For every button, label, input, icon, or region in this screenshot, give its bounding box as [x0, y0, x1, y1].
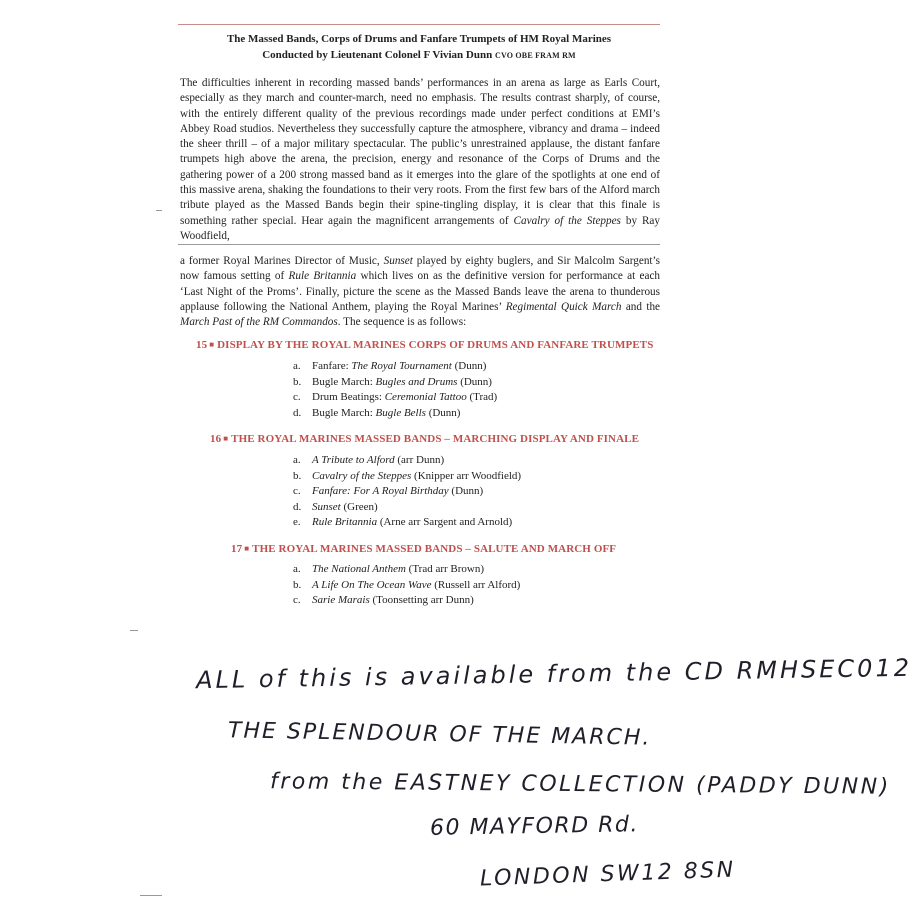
section-15-list — [293, 359, 497, 421]
item-letter: a. — [293, 360, 301, 372]
intro-text: which lives on as the definitive version for performance at each ‘Last Night of the Proms’. Finally, picture the scene as the Massed Bands leave the arena to thunderous applause following the National Anthem, playing the Royal Marines’ — [180, 270, 661, 313]
intro-text: a former Royal Marines Director of Music, — [180, 255, 384, 267]
section-title: THE ROYAL MARINES MASSED BANDS – MARCHING DISPLAY AND FINALE — [231, 433, 640, 445]
intro-text: The difficulties inherent in recording massed bands’ performances in an arena as large as Earls Court, especially as they march and counter-march, need no emphasis. The results contrast sharply, of course, with the entirely different quality of the previous recordings made under perfect conditions at EMI’s Abbey Road studios. Nevertheless they successfully capture the atmosphere, vibrancy and drama – indeed the sheer thrill – of a major military spectacular. The public’s unrestrained applause, the distant fanfare trumpets high above the arena, the precision, energy and resonance of the Corps of Drums and the gathering power of a 200 strong massed band as it emerges into the glare of the spotlights at one end of this massive arena, shaking the foundations to their very roots. From the first few bars of the Alford march tribute played as the Massed Bands begin their spine-tingling display, it is clear that this finale is something rather special. Hear again the magnificent arrangements of — [180, 77, 660, 227]
list-item — [293, 484, 521, 500]
scan-artifact — [130, 630, 138, 631]
item-prefix: Bugle March: — [312, 375, 376, 388]
list-item — [293, 562, 520, 578]
item-letter: d. — [293, 500, 302, 513]
intro-text: and the — [621, 300, 661, 313]
item-composer: (Russell arr Alford) — [431, 578, 521, 591]
item-prefix: Bugle March: — [312, 406, 376, 419]
intro-text: . The sequence is as follows: — [337, 316, 467, 329]
item-title: The Royal Tournament — [351, 360, 452, 372]
item-composer: (Green) — [340, 500, 378, 513]
square-bullet-icon: ■ — [209, 340, 215, 349]
item-title: Sarie Marais — [312, 594, 370, 606]
item-letter: d. — [293, 406, 302, 419]
handwritten-line-1: ALL of this is available from the CD RMHSEC012 — [195, 653, 912, 695]
item-composer: (Trad arr Brown) — [405, 563, 485, 575]
intro-text-end: by Ray Woodfield, — [180, 214, 660, 242]
section-16-list — [293, 453, 521, 531]
item-letter: a. — [293, 563, 301, 575]
section-number: 15 — [196, 339, 208, 351]
intro-title-rule-britannia: Rule Britannia — [288, 270, 357, 283]
list-item — [293, 390, 497, 406]
list-item — [293, 500, 521, 516]
item-title: Rule Britannia — [312, 516, 378, 528]
intro-title-sunset: Sunset — [383, 255, 413, 267]
list-item — [293, 515, 521, 531]
item-letter: a. — [293, 454, 301, 466]
list-item — [293, 453, 521, 469]
handwritten-line-3: from the EASTNEY COLLECTION (PADDY DUNN) — [269, 769, 891, 800]
conductor-postnominals: CVO OBE FRAM RM — [494, 51, 576, 60]
item-composer: (Toonsetting arr Dunn) — [369, 594, 474, 606]
item-letter: c. — [293, 485, 301, 497]
item-composer: (Dunn) — [457, 375, 492, 388]
middle-divider — [178, 244, 660, 245]
list-item — [293, 359, 497, 375]
section-title: DISPLAY BY THE ROYAL MARINES CORPS OF DRUMS AND FANFARE TRUMPETS — [217, 339, 654, 351]
item-title: Bugle Bells — [375, 406, 426, 419]
intro-paragraph-2 — [180, 254, 660, 330]
list-item — [293, 593, 520, 609]
intro-title-quick-march: Regimental Quick March — [505, 300, 622, 313]
item-composer: (arr Dunn) — [394, 454, 445, 466]
document-title: The Massed Bands, Corps of Drums and Fanfare Trumpets of HM Royal Marines — [226, 33, 612, 45]
top-divider — [178, 24, 660, 25]
item-letter: e. — [293, 516, 301, 528]
item-title: A Life On The Ocean Wave — [312, 578, 432, 591]
list-item — [293, 469, 521, 485]
item-letter: b. — [293, 469, 302, 482]
item-composer: (Dunn) — [451, 360, 487, 372]
intro-title-cavalry: Cavalry of the Steppes — [513, 214, 621, 227]
intro-paragraph-1 — [180, 76, 660, 244]
item-letter: c. — [293, 594, 301, 606]
list-item — [293, 578, 520, 594]
item-composer: (Dunn) — [448, 485, 484, 497]
item-composer: (Knipper arr Woodfield) — [411, 469, 522, 482]
item-title: Bugles and Drums — [375, 375, 458, 388]
item-prefix: Fanfare: — [312, 360, 352, 372]
conductor-name: Conducted by Lieutenant Colonel F Vivian Dunn — [262, 49, 493, 61]
section-heading-15 — [196, 339, 653, 351]
scan-artifact — [140, 895, 162, 896]
document-header — [178, 31, 660, 64]
item-letter: b. — [293, 578, 302, 591]
item-title: Ceremonial Tattoo — [384, 391, 467, 403]
item-composer: (Trad) — [466, 391, 498, 403]
item-title: A Tribute to Alford — [312, 454, 395, 466]
item-title: The National Anthem — [312, 563, 406, 575]
item-composer: (Dunn) — [425, 406, 461, 419]
section-number: 16 — [210, 433, 222, 445]
handwritten-line-5: LONDON SW12 8SN — [479, 857, 737, 892]
square-bullet-icon: ■ — [244, 544, 250, 553]
handwritten-line-2: THE SPLENDOUR OF THE MARCH. — [227, 718, 652, 751]
item-prefix: Drum Beatings: — [312, 391, 385, 403]
square-bullet-icon: ■ — [223, 434, 229, 443]
scan-artifact — [156, 210, 162, 211]
section-title: THE ROYAL MARINES MASSED BANDS – SALUTE AND MARCH OFF — [252, 543, 617, 555]
intro-title-march-past: March Past of the RM Commandos — [180, 316, 338, 329]
item-composer: (Arne arr Sargent and Arnold) — [377, 516, 513, 528]
item-letter: c. — [293, 391, 301, 403]
section-heading-17 — [231, 543, 616, 555]
list-item — [293, 375, 497, 391]
item-title: Fanfare: For A Royal Birthday — [312, 485, 449, 497]
item-title: Sunset — [312, 500, 341, 513]
intro-text: played by eighty buglers, and Sir Malcolm Sargent’s now famous setting of — [180, 255, 660, 283]
section-17-list — [293, 562, 520, 609]
handwritten-line-4: 60 MAYFORD Rd. — [429, 812, 640, 841]
section-number: 17 — [231, 543, 243, 555]
item-title: Cavalry of the Steppes — [312, 469, 412, 482]
list-item — [293, 406, 497, 422]
section-heading-16 — [210, 433, 639, 445]
item-letter: b. — [293, 375, 302, 388]
conductor-line — [178, 47, 660, 64]
